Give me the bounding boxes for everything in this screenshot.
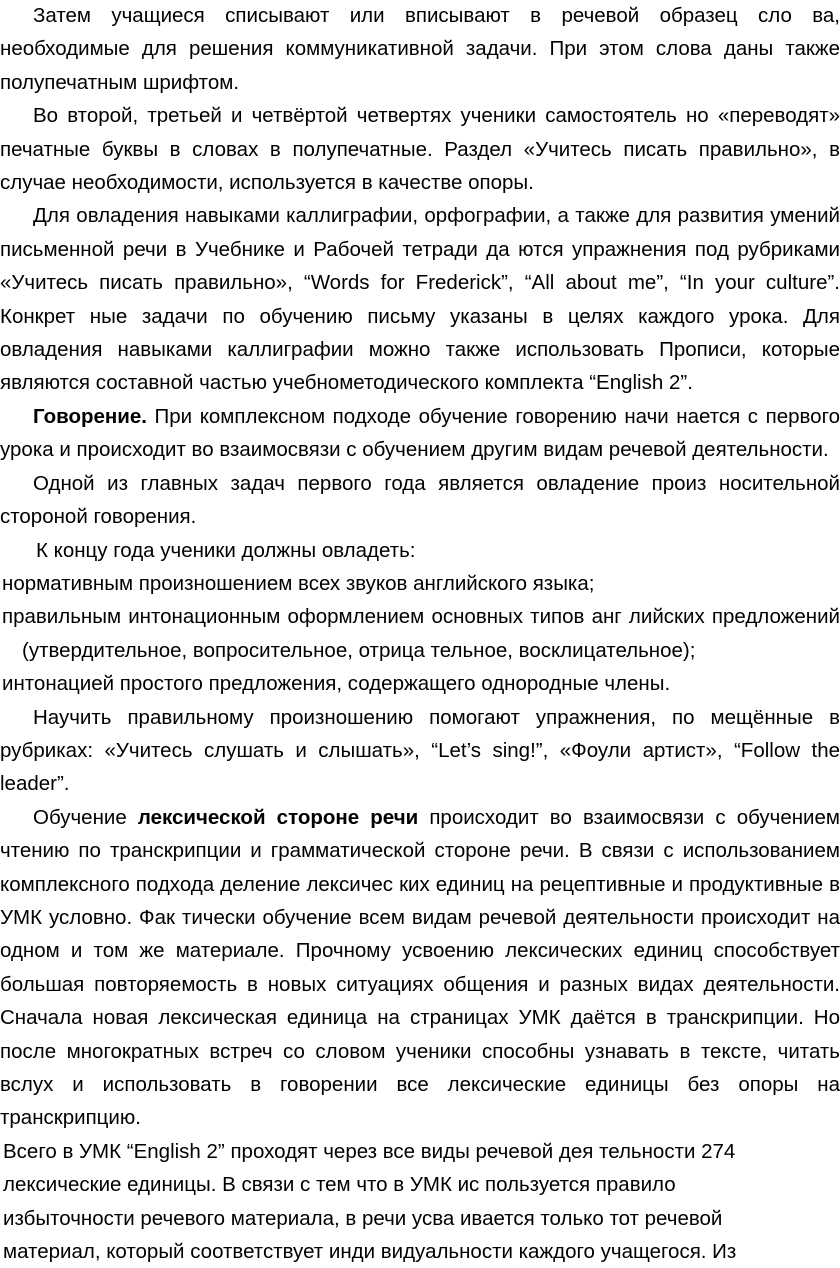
speaking-text: При комплексном подходе обучение говорению начи нается с первого урока и происходит во взаимосвязи с обучением другим видам речевой деятельности. xyxy=(0,404,840,462)
paragraph-year-end: К концу года ученики должны овладеть: xyxy=(36,538,416,562)
paragraph-copying: Затем учащиеся списывают или вписывают в речевой образец сло ва, необходимые для решения коммуникативной задачи. При этом слова даны также полупечатным шрифтом. xyxy=(0,4,840,94)
paragraph-lexis xyxy=(0,801,840,1135)
paragraph-pronunciation-goal: Одной из главных задач первого года является овладение произ носительной стороной говорения. xyxy=(0,471,840,529)
text-line: Всего в УМК “English 2” проходят через все виды речевой дея тельности 274 xyxy=(3,1139,736,1163)
paragraph-calligraphy: Для овладения навыками каллиграфии, орфографии, а также для развития умений письменной речи в Учебнике и Рабочей тетради да ются упражнения под рубриками «Учитесь писать правильно», “Words for Frederick”, “All about me”, “In your culture”. Конкрет ные задачи по обучению письму указаны в целях каждого урока. Для овладения навыками каллиграфии можно также использовать Прописи, которые являются составной частью учебнометодического комплекта “English 2”. xyxy=(0,204,840,395)
speaking-heading: Говорение. xyxy=(33,404,147,428)
paragraph-second-term: Во второй, третьей и четвёртой четвертях ученики самостоятель но «переводят» печатные буквы в словах в полупечатные. Раздел «Учитесь писать правильно», в случае необходимости, используется в качестве опоры. xyxy=(0,104,840,195)
text-line: лексические единицы. В связи с тем что в УМК ис пользуется правило xyxy=(3,1173,676,1197)
lexis-heading: лексической стороне речи xyxy=(137,805,419,829)
list-item: интонацией простого предложения, содержащего однородные члены. xyxy=(2,672,671,696)
text-line: избыточности речевого материала, в речи усва ивается только тот речевой xyxy=(3,1206,723,1230)
paragraph-vocabulary-count xyxy=(0,1135,840,1268)
list-item: нормативным произношением всех звуков английского языка; xyxy=(2,571,595,595)
paragraph-exercises: Научить правильному произношению помогают упражнения, по мещённые в рубриках: «Учитесь слушать и слышать», “Let’s sing!”, «Фоули артист», “Follow the leader”. xyxy=(0,705,840,796)
text-line: материал, который соответствует инди видуальности каждого учащегося. Из xyxy=(3,1240,737,1264)
list-item: правильным интонационным оформлением основных типов анг лийских предложений (утвердительное, вопросительное, отрица тельное, восклицательное); xyxy=(2,605,840,662)
lexis-lead: Обучение xyxy=(33,805,138,829)
paragraph-speaking xyxy=(0,400,840,467)
lexis-text: происходит во взаимосвязи с обучением чтению по транскрипции и грамматической стороне речи. В связи с использованием комплексного подхода деление лексичес ких единиц на рецептивные и продуктивные в УМК условно. Фак тически обучение всем видам речевой деятельности происходит на одном и том же материале. Прочному усвоению лексических единиц способствует большая повторяемость в новых ситуациях общения и разных видах деятельности. Сначала новая лексическая единица на страницах УМК даётся в транскрипции. Но после многократных встреч со словом ученики способны узнавать в тексте, читать вслух и использовать в говорении все лексические единицы без опоры на транскрипцию. xyxy=(0,805,840,1130)
